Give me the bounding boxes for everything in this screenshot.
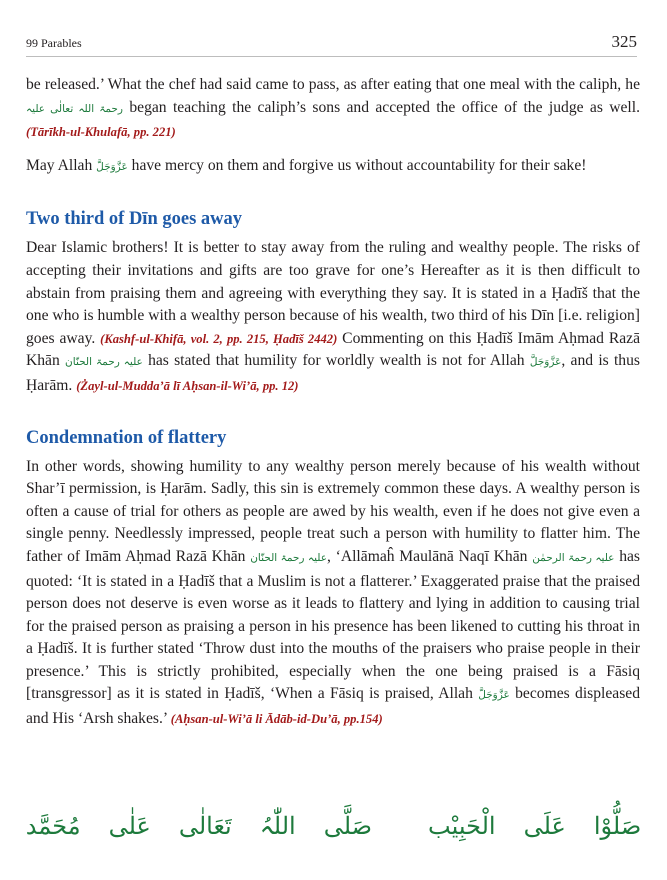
honorific: رحمۃ اللہ تعالٰی علیہ [26,103,123,115]
page-body [26,74,640,731]
honorific: علیہ رحمۃ الحنّان [250,552,327,564]
body-text: have mercy on them and forgive us without accountability for their sake! [127,156,587,174]
body-text: becomes displeased and His ‘Arsh shakes.’ [26,685,640,728]
honorific: علیہ رحمۃ الرحمٰن [532,552,615,564]
body-text: be released.’ What the chef had said came to pass, as after eating that one meal with the caliph, he [26,76,640,93]
body-text: has quoted: ‘It is stated in a Ḥadīš that a Muslim is not a flatterer.’ Exaggerated praise that the praised person does not deserve is even worse as it leads to flattery and lying in addition to causing trial for the praised person as praising a person in his presence has been likened to cutting his throat in a Ḥadīš. It is further stated ‘Throw dust into the mouths of the praisers who praise people in their presence.’ This is strictly prohibited, especially when the one being praised is a Fāsiq [transgressor] as it is stated in Ḥadīš, ‘When a Fāsiq is praised, Allah [26,547,640,703]
body-text: , ‘Allāmaĥ Maulānā Naqī Khān [327,547,533,565]
paragraph-flattery [26,456,640,731]
reference: (Żayl-ul-Mudda’ā lī Aḥsan-il-Wi’ā, pp. 12) [76,378,299,393]
honorific: علیہ رحمۃ الحنّان [65,357,143,369]
page-number: 325 [611,32,637,51]
reference: (Tārīkh-ul-Khulafā, pp. 221) [26,125,176,140]
salat-calligraphy-right: صَلَّی اللّٰہُ تَعَالٰی عَلٰی مُحَمَّد [25,814,373,840]
paragraph-continued [26,74,640,144]
body-text: has stated that humility for worldly wealth is not for Allah [142,352,530,370]
body-text: Dear Islamic brothers! It is better to stay away from the ruling and wealthy people. The risks of accepting their invitations and gifts are too grave for one’s Hereafter as it is then difficult to abstain from praising them and agreeing with everything they say. It is stated in a Ḥadīš that the one who is humble with a wealthy person because of his wealth, two third of his Dīn [i.e. religion] goes away. [26,239,640,347]
paragraph-two-third [26,237,640,397]
reference: (Kashf-ul-Khifā, vol. 2, pp. 215, Ḥadīš 2442) [100,331,338,346]
honorific: عَزَّوَجَلَّ [96,161,128,173]
page-header [26,30,637,57]
reference: (Aḥsan-ul-Wi’ā li Ādāb-id-Du’ā, pp.154) [170,712,383,727]
section-heading-two-third: Two third of Dīn goes away [26,209,243,230]
salat-footer [0,812,667,841]
body-text: Commenting on this Ḥadīš Imām Aḥmad Razā Khān [26,329,640,370]
honorific: عَزَّوَجَلَّ [529,357,562,369]
body-text: , and is thus Ḥarām. [26,352,640,394]
book-title: 99 Parables [26,36,82,50]
salat-calligraphy-left: صَلُّوْا عَلَی الْحَبِیْب [428,814,642,840]
body-text: began teaching the caliph’s sons and accepted the office of the judge as well. [123,98,640,116]
section-heading-flattery: Condemnation of flattery [26,427,227,448]
body-text: In other words, showing humility to any wealthy person merely because of his wealth without Shar’ī permission, is Ḥarām. Sadly, this sin is extremely common these days. A wealthy person is often a cause of trial for others as people are awed by his wealth, even if he does not give even a single penny. Needlessly impressed, people treat such a person with humility to flatter him. The father of Imām Aḥmad Razā Khān [26,457,640,565]
honorific: عَزَّوَجَلَّ [478,690,510,702]
body-text: May Allah [26,156,97,174]
paragraph-prayer [26,155,640,180]
